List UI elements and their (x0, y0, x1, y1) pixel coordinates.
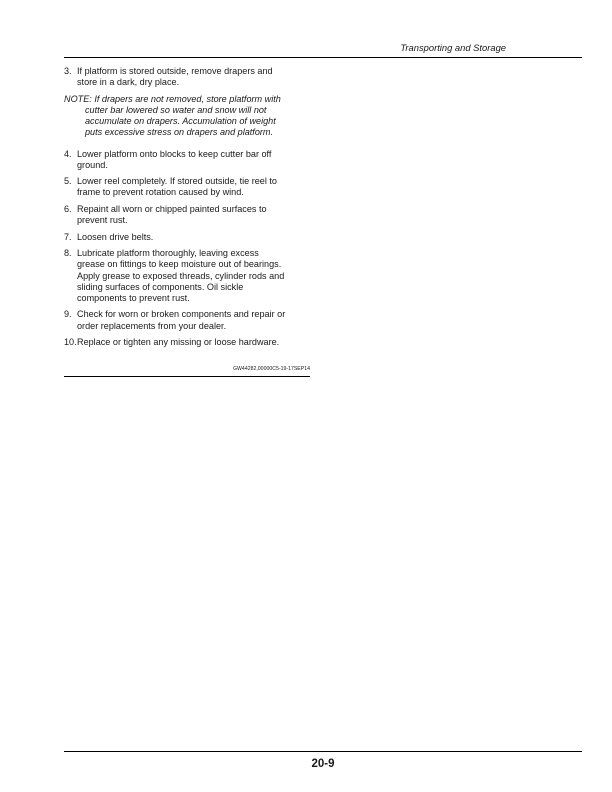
step-item (64, 66, 314, 88)
step-text: Check for worn or broken components and repair or order replacements from your dealer. (77, 309, 286, 331)
note-line: NOTE: If drapers are not removed, store platform with (64, 93, 281, 104)
step-text: Lubricate platform thoroughly, leaving excess grease on fittings to keep moisture out of bearings. Apply grease to exposed threads, cylinder rods and sliding surfaces of components. Oil sickle components to prevent rust. (77, 248, 285, 303)
page-number: 20-9 (311, 758, 335, 770)
step-text: Lower reel completely. If stored outside, tie reel to frame to prevent rotation caused by wind. (77, 176, 277, 198)
step-item (64, 232, 314, 243)
step-text: Replace or tighten any missing or loose hardware. (77, 337, 280, 348)
document-reference-code: GW44282,00000C5-19-17SEP14 (233, 366, 310, 372)
step-number: 5. (64, 176, 72, 187)
section-end-divider (64, 376, 310, 377)
step-item (64, 176, 314, 198)
step-number: 9. (64, 309, 72, 320)
note-line: puts excessive stress on drapers and platform. (85, 127, 274, 138)
step-item (64, 204, 314, 226)
header-divider (64, 57, 582, 58)
step-item (64, 337, 314, 348)
step-item (64, 149, 314, 171)
step-text: Lower platform onto blocks to keep cutter bar off ground. (77, 148, 272, 170)
note-line: cutter bar lowered so water and snow will not (85, 104, 267, 115)
step-text: Loosen drive belts. (77, 231, 154, 242)
running-header-title: Transporting and Storage (400, 42, 506, 53)
step-number: 10. (64, 337, 77, 348)
step-number: 8. (64, 248, 72, 259)
step-number: 6. (64, 203, 72, 214)
step-text: If platform is stored outside, remove drapers and store in a dark, dry place. (77, 66, 273, 88)
step-item (64, 309, 314, 331)
note-block (64, 94, 314, 139)
storage-instructions (64, 66, 314, 354)
step-item (64, 248, 314, 304)
footer-divider (64, 751, 582, 752)
note-line: accumulate on drapers. Accumulation of weight (85, 116, 276, 127)
step-number: 4. (64, 148, 72, 159)
step-number: 3. (64, 66, 72, 76)
step-number: 7. (64, 231, 72, 242)
step-text: Repaint all worn or chipped painted surfaces to prevent rust. (77, 203, 267, 226)
